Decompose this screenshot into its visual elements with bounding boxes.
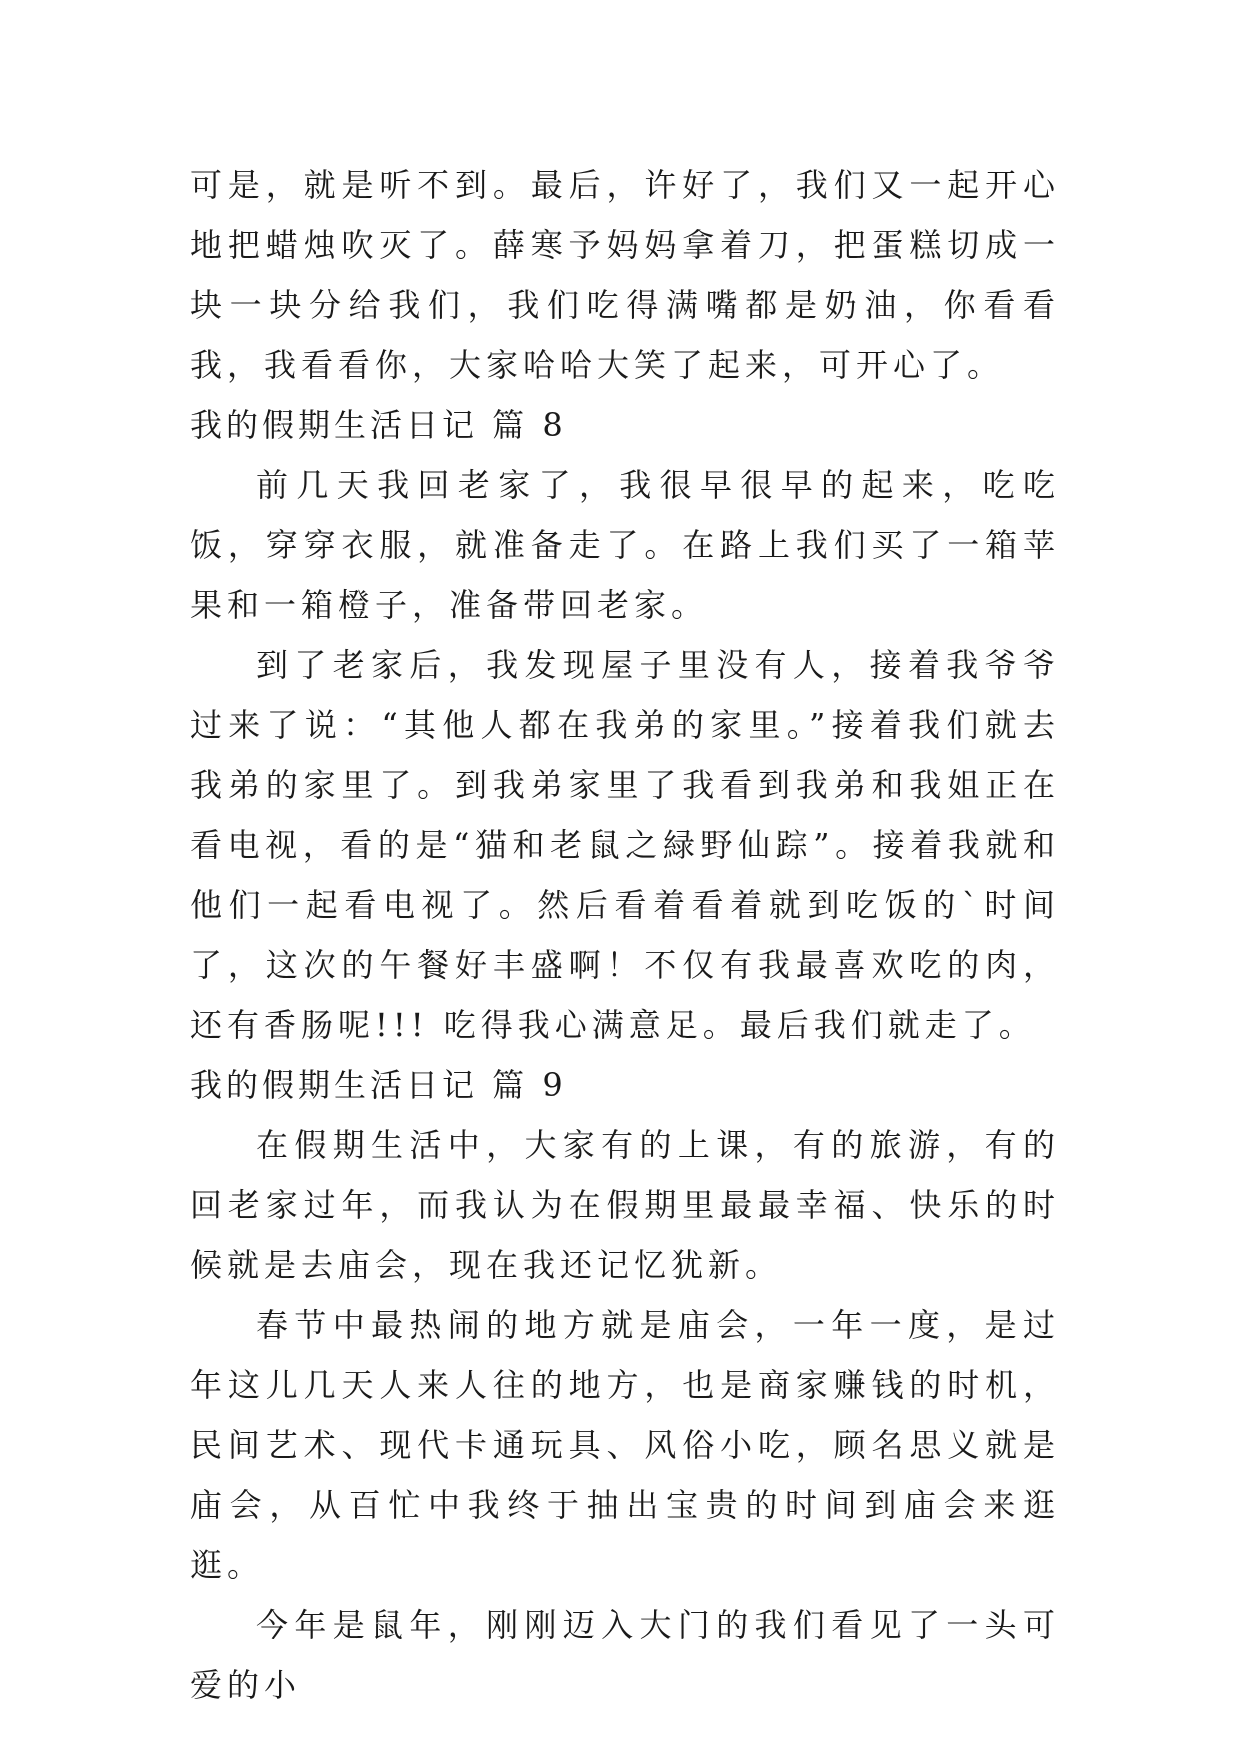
paragraph: 前几天我回老家了，我很早很早的起来，吃吃饭，穿穿衣服，就准备走了。在路上我们买了一箱苹果和一箱橙子，准备带回老家。 (190, 466, 1060, 624)
section-title-8: 我的假期生活日记 篇 8 (190, 406, 567, 444)
paragraph: 今年是鼠年，刚刚迈入大门的我们看见了一头可爱的小 (190, 1606, 1060, 1704)
paragraph: 春节中最热闹的地方就是庙会，一年一度，是过年这儿几天人来人往的地方，也是商家赚钱的时机，民间艺术、现代卡通玩具、风俗小吃，顾名思义就是庙会，从百忙中我终于抽出宝贵的时间到庙会来逛逛。 (190, 1306, 1060, 1584)
paragraph: 在假期生活中，大家有的上课，有的旅游，有的回老家过年，而我认为在假期里最最幸福、快乐的时候就是去庙会，现在我还记忆犹新。 (190, 1126, 1060, 1284)
paragraph: 到了老家后，我发现屋子里没有人，接着我爷爷过来了说：“其他人都在我弟的家里。”接着我们就去我弟的家里了。到我弟家里了我看到我弟和我姐正在看电视，看的是“猫和老鼠之緑野仙踪”。接着我就和他们一起看电视了。然后看着看着就到吃饭的`时间了，这次的午餐好丰盛啊！不仅有我最喜欢吃的肉，还有香肠呢!!! 吃得我心满意足。最后我们就走了。 (190, 646, 1060, 1044)
document-body (190, 155, 1060, 1715)
paragraph-continued: 可是，就是听不到。最后，许好了，我们又一起开心地把蜡烛吹灭了。薛寒予妈妈拿着刀，把蛋糕切成一块一块分给我们，我们吃得满嘴都是奶油，你看看我，我看看你，大家哈哈大笑了起来，可开心了。 (190, 166, 1060, 384)
section-title-9: 我的假期生活日记 篇 9 (190, 1066, 567, 1104)
